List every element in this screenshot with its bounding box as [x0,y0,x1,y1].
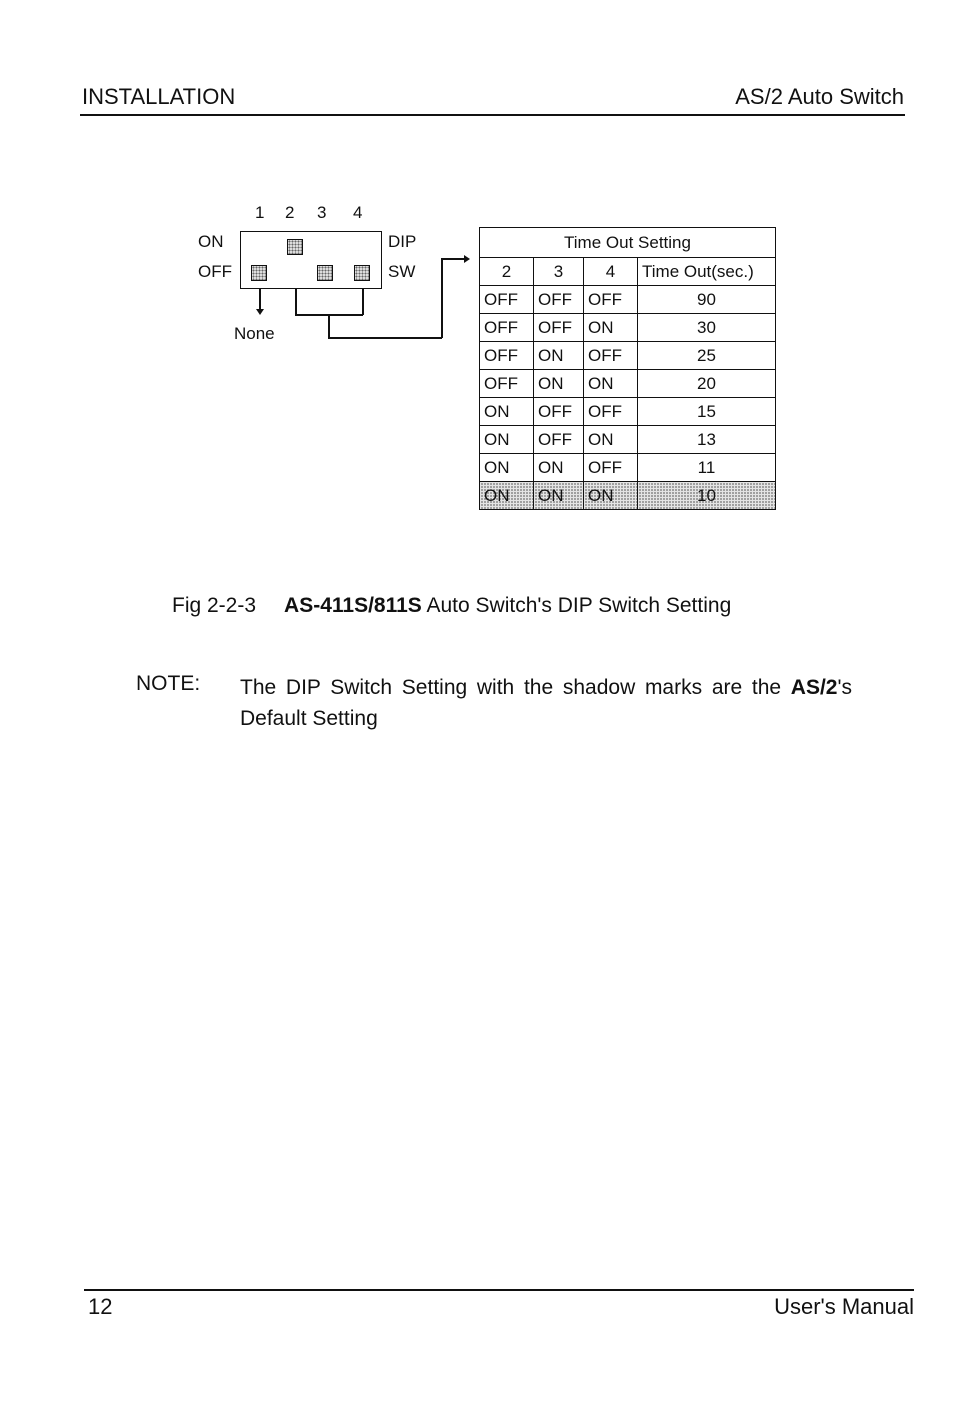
timeout-setting-table [479,227,776,510]
dip-number-2: 2 [285,203,295,222]
figure-title: Auto Switch's DIP Switch Setting [421,594,732,617]
switch-3-off [317,265,333,281]
page-header-left: INSTALLATION [82,84,236,109]
table-cell: ON [480,426,534,454]
arrow-down-icon [256,309,264,315]
table-row [480,398,776,426]
connector-line [441,258,465,260]
switch-2-on [287,239,303,255]
table-header-cell: 2 [480,258,534,286]
note-label: NOTE: [136,672,201,695]
timeout-table-container [479,227,776,510]
table-cell: OFF [534,398,584,426]
table-row [480,426,776,454]
dip-switch-diagram [190,198,490,358]
table-cell: ON [584,314,638,342]
table-cell: OFF [584,398,638,426]
dip-number-4: 4 [353,203,363,222]
table-cell: 11 [638,454,776,482]
off-label: OFF [198,262,232,281]
figure-caption [172,594,731,618]
sw-label: SW [388,262,416,281]
table-title: Time Out Setting [480,228,776,258]
figure-number: Fig 2-2-3 [172,594,257,617]
on-label: ON [198,232,224,251]
table-row [480,370,776,398]
note-text-part1: The DIP Switch Setting with the shadow marks are the [240,676,791,699]
table-cell: ON [584,370,638,398]
note-bold: AS/2 [790,676,838,699]
table-cell: OFF [480,314,534,342]
table-row [480,342,776,370]
table-header-cell: 4 [584,258,638,286]
dip-number-1: 1 [255,203,265,222]
table-cell: 30 [638,314,776,342]
dip-label: DIP [388,232,417,251]
footer-rule [84,1289,914,1291]
connector-line [328,314,330,338]
connector-line [362,289,364,315]
connector-line [259,289,261,311]
note-text [240,672,852,734]
table-cell: OFF [534,286,584,314]
none-label: None [234,324,275,343]
header-rule [80,114,905,116]
table-cell: 20 [638,370,776,398]
table-cell: ON [534,482,584,510]
table-cell: OFF [480,342,534,370]
connector-line [295,289,297,315]
table-header-cell: Time Out(sec.) [638,258,776,286]
table-cell: ON [584,426,638,454]
table-cell: ON [584,482,638,510]
switch-4-off [354,265,370,281]
table-cell: OFF [584,286,638,314]
dip-number-3: 3 [317,203,327,222]
table-cell: ON [480,398,534,426]
table-cell: OFF [480,370,534,398]
connector-line [328,337,442,339]
table-cell: 25 [638,342,776,370]
table-row-default [480,482,776,510]
table-row [480,286,776,314]
table-row [480,454,776,482]
table-cell: 15 [638,398,776,426]
table-cell: ON [534,454,584,482]
footer-title: User's Manual [774,1294,914,1319]
table-cell: ON [480,454,534,482]
table-cell: 13 [638,426,776,454]
page-number: 12 [88,1294,113,1319]
table-header-cell: 3 [534,258,584,286]
switch-1-off [251,265,267,281]
table-cell: OFF [534,426,584,454]
note-text-part2: 's Default Setting [240,676,852,730]
figure-model: AS-411S/811S [284,594,422,617]
connector-line [441,258,443,338]
table-cell: OFF [480,286,534,314]
table-cell: ON [534,370,584,398]
table-cell: ON [534,342,584,370]
page-header-right: AS/2 Auto Switch [735,84,904,109]
table-cell: 90 [638,286,776,314]
table-cell: OFF [584,454,638,482]
arrow-right-icon [464,255,470,263]
table-row [480,314,776,342]
table-cell: ON [480,482,534,510]
table-cell: 10 [638,482,776,510]
table-cell: OFF [584,342,638,370]
table-cell: OFF [534,314,584,342]
